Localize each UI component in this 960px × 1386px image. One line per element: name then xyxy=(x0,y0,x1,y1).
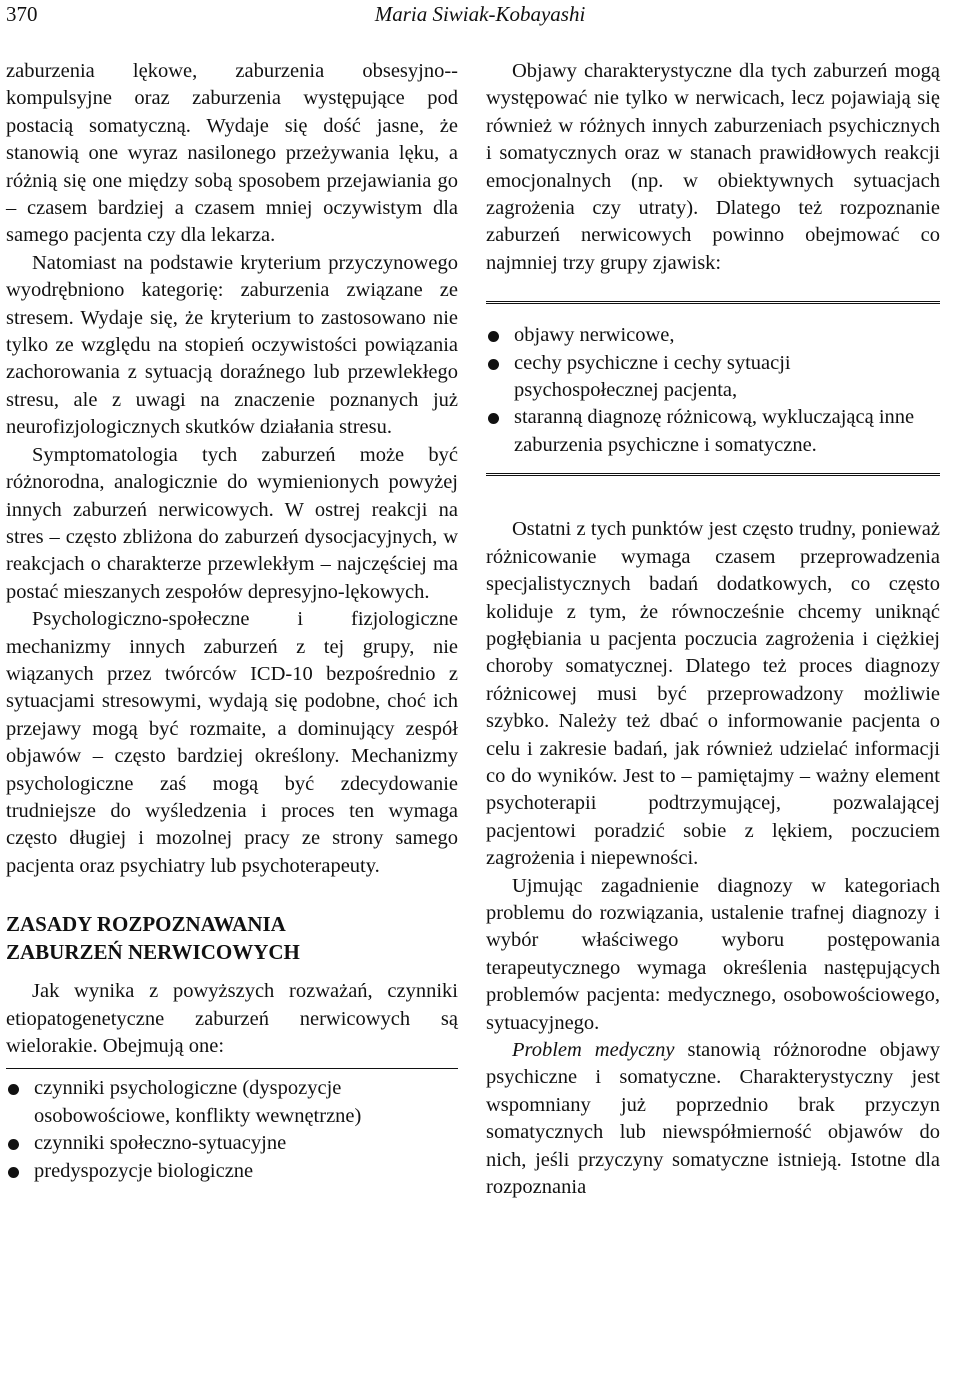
box-top-rule xyxy=(486,301,940,304)
list-top-rule xyxy=(6,1068,458,1069)
right-paragraph-2: Ostatni z tych punktów jest często trudny, ponieważ różnicowanie wymaga czasem przeprowadzenia specjalistycznych badań dodatkowych, co często koliduje z tym, że równocześnie chcemy uniknąć pogłębiania u pacjenta poczucia zagrożenia i ciężkiej choroby somatycznej. Dlatego też proces diagnozy różnicowej musi być przeprowadzony możliwie szybko. Należy też dbać o informowanie pacjenta o celu i zakresie badań, jak również udzielać informacji co do wyników. Jest to – pamiętajmy – ważny element psychoterapii podtrzymującej, pozwalającej pacjentowi poradzić sobie z lękiem, poczuciem zagrożenia i niepewności. xyxy=(486,518,940,870)
left-paragraph-5: Jak wynika z powyższych rozważań, czynniki etiopatogenetyczne zaburzeń nerwicowych są wielorakie. Obejmują one: xyxy=(6,980,458,1057)
section-heading-line-2: ZABURZEŃ NERWICOWYCH xyxy=(6,940,300,965)
left-bullet-list xyxy=(6,1075,458,1185)
right-bullet-list xyxy=(486,322,940,459)
left-paragraph-2: Natomiast na podstawie kryterium przyczynowego wyodrębniono kategorię: zaburzenia związane ze stresem. Wydaje się, że kryterium to zastosowano nie tylko ze względu na stopień oczywistości powiązania zachorowania z sytuacją doraźnego lub przewlekłego stresu, ale z uwagi na znaczenie poznanych już neurofizjologicznych skutków działania stresu. xyxy=(6,251,458,439)
page-number: 370 xyxy=(6,2,38,26)
page-header xyxy=(0,0,960,34)
section-heading xyxy=(6,910,458,966)
left-paragraph-3: Symptomatologia tych zaburzeń może być różnorodna, analogicznie do wymienionych powyżej innych zaburzeń nerwicowych. W ostrej reakcji na stres – często zbliżona do zaburzeń dysocjacyjnych, w reakcjach o charakterze przewlekłym – najczęściej ma postać mieszanych zespołów depresyjno-lękowych. xyxy=(6,443,458,603)
emphasis-term: Problem medyczny xyxy=(512,1039,675,1061)
list-item: czynniki społeczno-sytuacyjne xyxy=(6,1130,458,1157)
left-paragraph-4: Psychologiczno-społeczne i fizjologiczne mechanizmy innych zaburzeń z tej grupy, nie wiązanych przez twórców ICD-10 bezpośrednio z sytuacjami stresowymi, wydają się podobne, choć ich przejawy mogą być rozmaite, a dominujący zespół objawów – często bardziej określony. Mechanizmy psychologiczne zaś mogą być zdecydowanie trudniejsze do wyśledzenia i proces ten wymaga często długiej i mozolnej pracy ze strony samego pacjenta oraz psychiatry lub psychoterapeuty. xyxy=(6,608,458,877)
section-heading-line-1: ZASADY ROZPOZNAWANIA xyxy=(6,912,286,937)
list-item: czynniki psychologiczne (dyspozycje osobowościowe, konflikty wewnętrzne) xyxy=(6,1075,458,1130)
left-column xyxy=(6,58,458,1185)
right-column xyxy=(486,58,940,1201)
running-head: Maria Siwiak-Kobayashi xyxy=(374,2,586,26)
right-paragraph-3: Ujmując zagadnienie diagnozy w kategoriach problemu do rozwiązania, ustalenie trafnej diagnozy i wybór właściwego wyboru postępowania terapeutycznego wymaga określenia następujących problemów pacjenta: medycznego, osobowościowego, sytuacyjnego. xyxy=(486,874,940,1034)
right-paragraph-4-text: stanowią różnorodne objawy psychiczne i somatyczne. Charakterystyczny jest wspomniany już poprzednio brak przyczyn somatycznych lub niewspółmierność objawów do nich, jeśli przyczyny somatyczne istnieją. Istotne dla rozpoznania xyxy=(486,1039,940,1199)
right-paragraph-4 xyxy=(486,1037,940,1201)
list-item: objawy nerwicowe, xyxy=(486,322,940,349)
list-item: cechy psychiczne i cechy sytuacji psychospołecznej pacjenta, xyxy=(486,350,940,405)
right-paragraph-1: Objawy charakterystyczne dla tych zaburzeń mogą występować nie tylko w nerwicach, lecz pojawiają się również w różnych innych zaburzeniach psychicznych i somatycznych oraz w stanach prawidłowych reakcji emocjonalnych (np. w obiektywnych sytuacjach zagrożenia czy utraty). Dlatego też rozpoznanie zaburzeń nerwicowych powinno obejmować co najmniej trzy grupy zjawisk: xyxy=(486,60,940,274)
list-item: predyspozycje biologiczne xyxy=(6,1158,458,1185)
list-item: staranną diagnozę różnicową, wykluczającą inne zaburzenia psychiczne i somatyczne. xyxy=(486,404,940,459)
box-bottom-rule xyxy=(486,473,940,476)
left-paragraph-1: zaburzenia lękowe, zaburzenia obsesyjno--kompulsyjne oraz zaburzenia występujące pod postacią somatyczną. Wydaje się dość jasne, że stanowią one wyraz nasilonego przeżywania lęku, a różnią się one między sobą sposobem przejawiania go – czasem bardziej a czasem mniej oczywistym dla samego pacjenta czy dla lekarza. xyxy=(6,60,458,247)
